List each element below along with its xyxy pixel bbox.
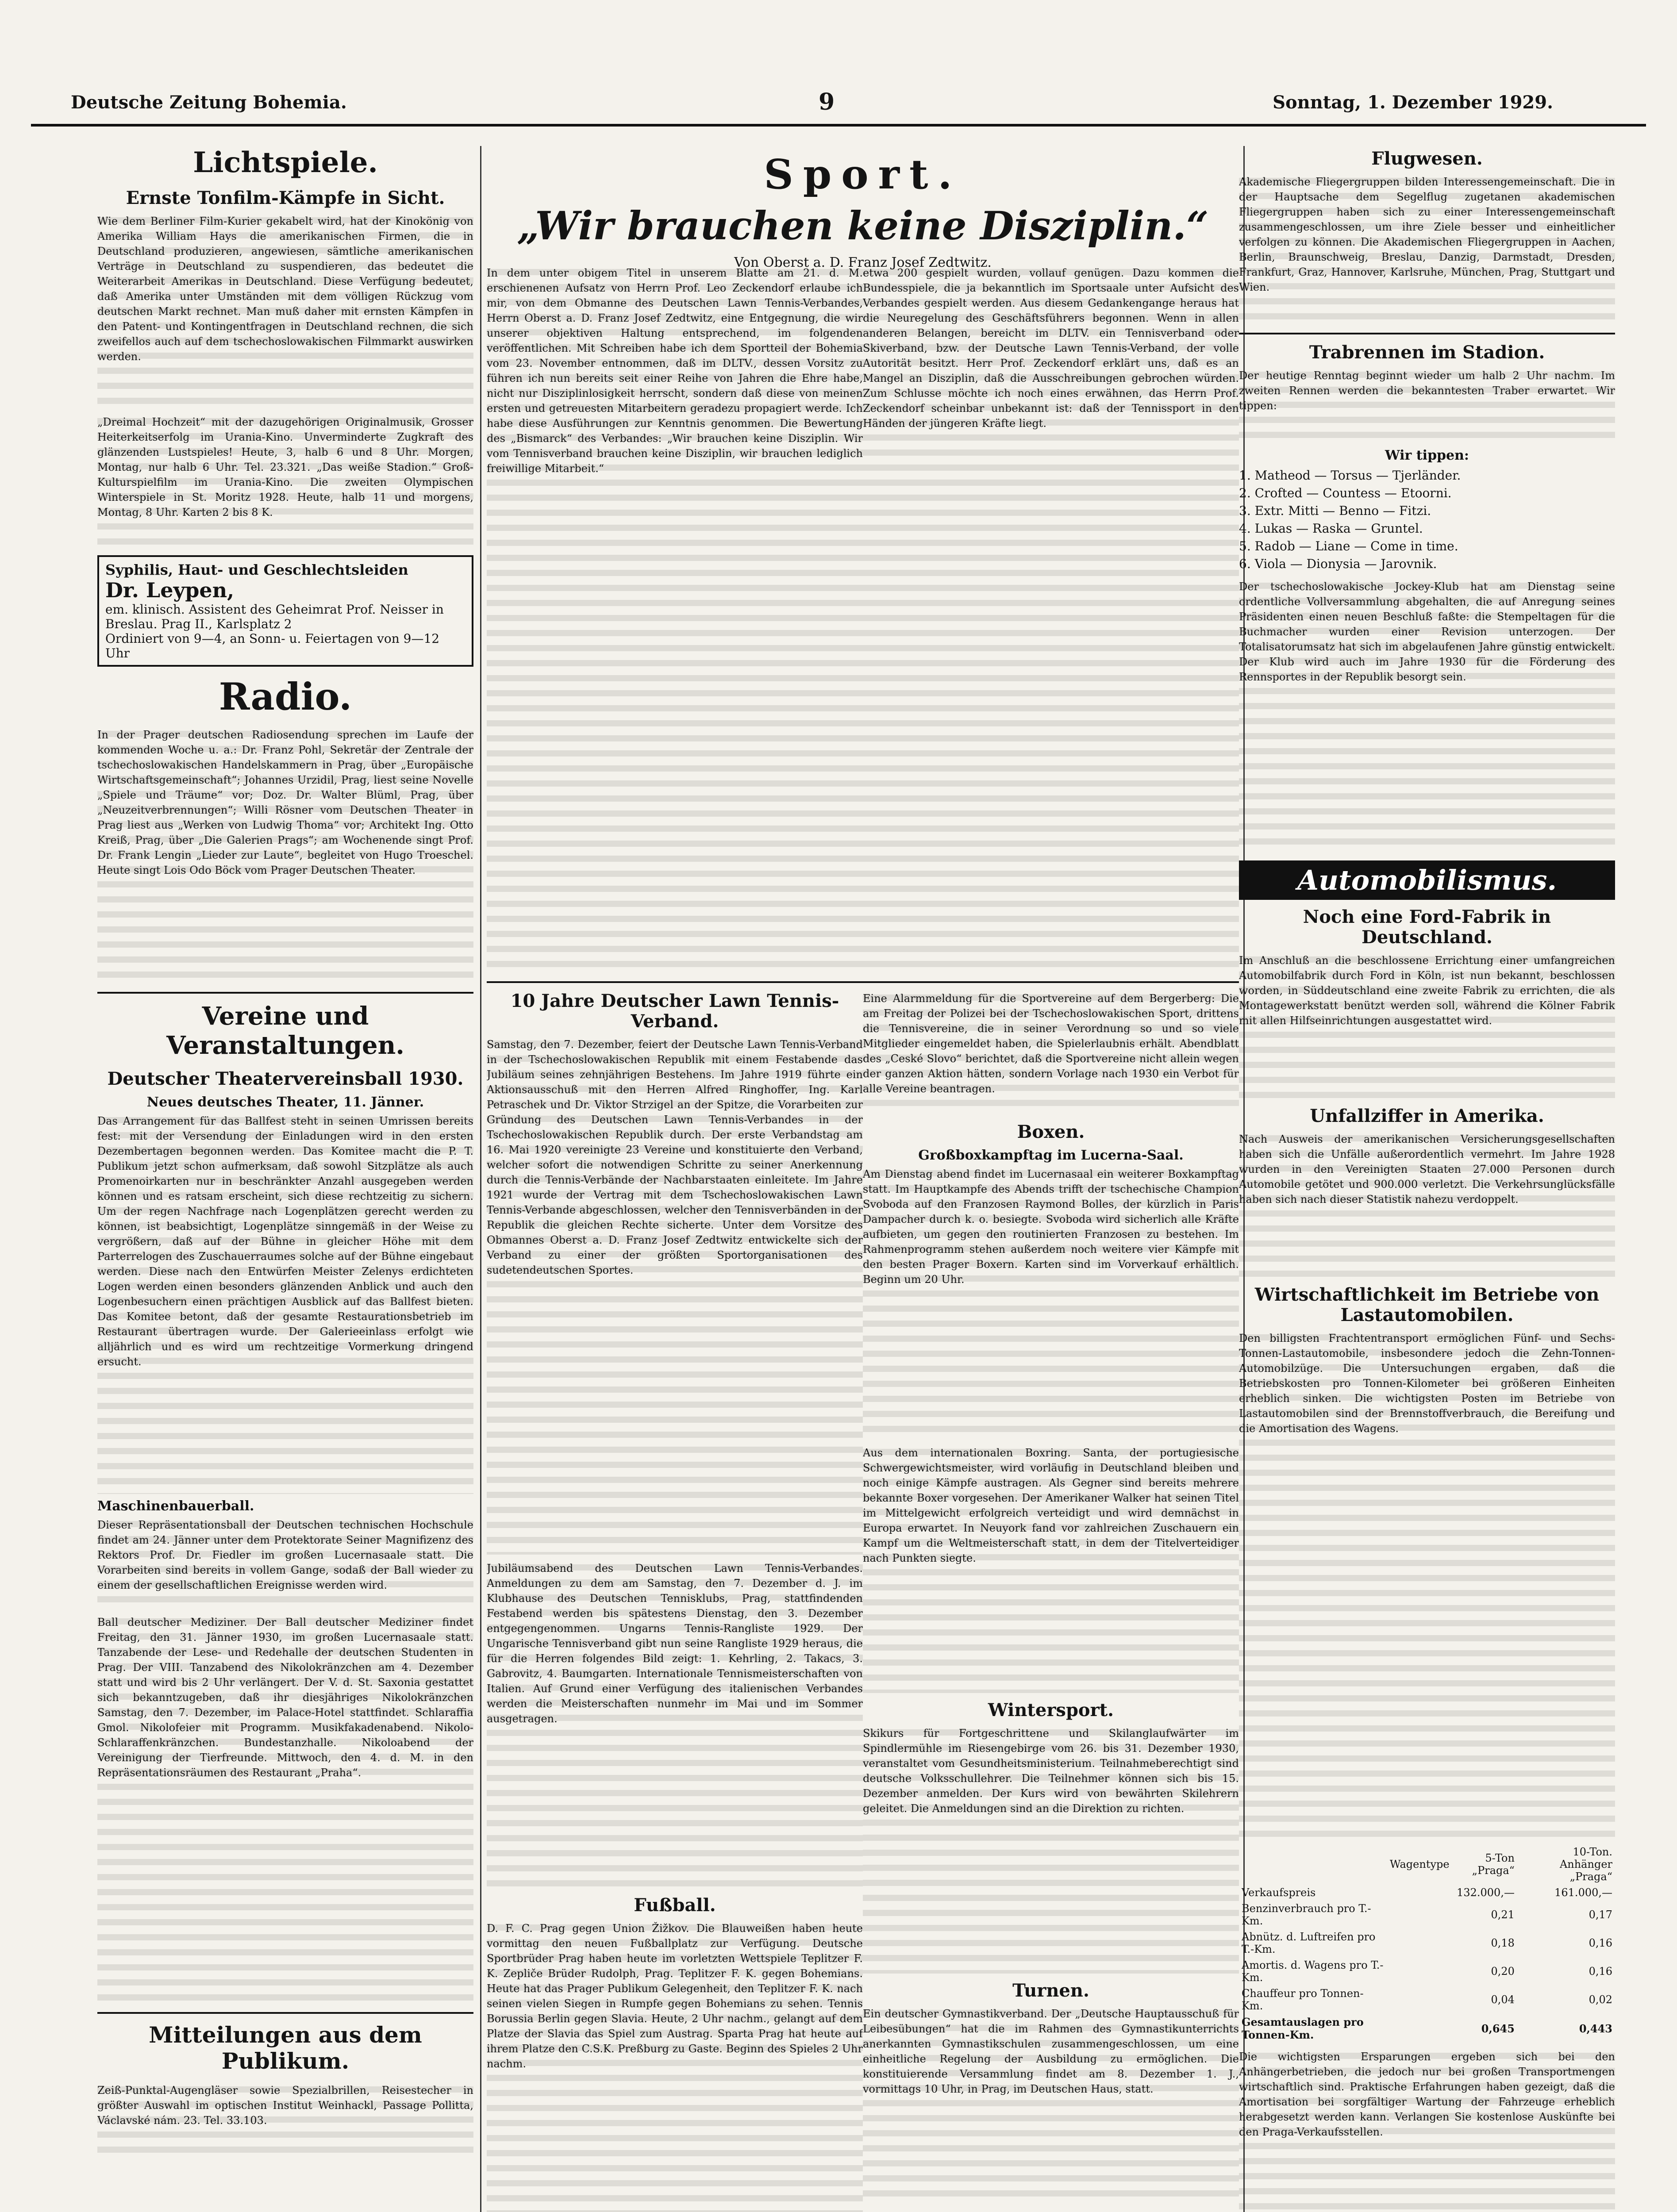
table-cell: Amortis. d. Wagens pro T.-Km. [1242, 1959, 1384, 1984]
article-byline: Von Oberst a. D. Franz Josef Zedtwitz. [734, 255, 992, 270]
table-row [1239, 1885, 1615, 1901]
table-cell: Benzinverbrauch pro T.-Km. [1242, 1902, 1371, 1927]
table-cell [1387, 1985, 1452, 2014]
table-cell [1387, 1901, 1452, 1929]
table-cell [1387, 1929, 1452, 1957]
article-body-wintersport: Skikurs für Fortgeschrittene und Skilanglaufwärter im Spindlermühle im Riesengebirge vom 26. bis 31. Dezember 1930, veranstaltet vom Gesundheitsministerium. Teilnahmeberechtigt sind deutsche Volksschullehrer. Die Teilnehmer können sich bis 15. Dezember anmelden. Der Kurs wird von bewährten Skilehrern geleitet. Die Anmeldungen sind an die Direktion zu richten. [863, 1726, 1239, 1974]
page-number: 9 [819, 88, 835, 115]
masthead [31, 88, 1646, 127]
table-row [1239, 1957, 1615, 1985]
article-body-turnen: Ein deutscher Gymnastikverband. Der „Deutsche Hauptausschuß für Leibesübungen“ hat die im Rahmen des Gymnastikunterrichts anerkannten Gymnastikschulen zusammengeschlossen, um eine einheitliche Regelung der Ausbildung zu ermöglichen. Die konstituierende Versammlung findet am 8. Dezember 1. J., vormittags 10 Uhr, in Prag, im Deutschen Haus, statt. [863, 2006, 1239, 2201]
issue-date: Sonntag, 1. Dezember 1929. [1273, 92, 1553, 113]
column-aviation-auto [1239, 142, 1615, 2212]
table-cell: 0,04 [1491, 1993, 1515, 2006]
article-headline-lawn-tennis: 10 Jahre Deutscher Lawn Tennis-Verband. [510, 991, 839, 1032]
race-tips-list [1239, 467, 1615, 573]
table-cell: Gesamtauslagen pro Tonnen-Km. [1242, 2016, 1364, 2041]
section-title-lichtspiele: Lichtspiele. [193, 146, 378, 179]
article-headline-theaterball: Deutscher Theatervereinsball 1930. [107, 1068, 464, 1089]
article-body-fussball: D. F. C. Prag gegen Union Žižkov. Die Blauweißen haben heute vormittag den neuen Fußballplatz zur Verfügung. Deutsche Sportbrüder Prag haben heute im vorletzten Wettspiele Teplitzer F. K. Zepliče Brüder Rudolph, Prag. Teplitzer F. K. gegen Bohemians. Heute hat das Prager Publikum Gelegenheit, den Teplitzer F. K. nach seinen vielen Siegen in Rumpfe gegen Bohemians zu sehen. Tennis Borussia Berlin gegen Slavia. Heute, 2 Uhr nachm., gelangt auf dem Platze der Slavia das Spiel zum Austrag. Sparta Prag hat heute auf ihrem Platze den C.S.K. Preßburg zu Gaste. Beginn des Spieles 2 Uhr nachm. [487, 1921, 863, 2212]
cost-table [1239, 1844, 1615, 2043]
divider [97, 2012, 473, 2014]
section-title-vereine: Vereine und Veranstaltungen. [166, 1002, 404, 1060]
section-title-fussball: Fußball. [634, 1895, 716, 1916]
table-header-cell: Wagentype [1389, 1858, 1450, 1870]
table-cell: 0,443 [1579, 2022, 1612, 2035]
article-body-disziplin-right: etwa 200 gespielt wurden, vollauf genügen. Dazu kommen die Bundesspiele, die ja bekanntlich im Sportsaale unter Aufsicht des Verbandes gespielt werden. Aus diesem Gedankengange heraus hat die Neuregelung des Geschäftsführers begonnen. Wenn in allen anderen Belangen, bereicht im DLTV. ein Tennisverband oder Skiverband, bzw. der Deutsche Lawn Tennis-Verband, der volle Autorität besitzt. Herr Prof. Zeckendorf erklärt uns, daß es an Mangel an Disziplin, daß die Ausschreibungen gebrochen würden. Zum Schlusse möchte ich noch eines erwähnen, das Herrn Prof. Zeckendorf scheinbar unbekannt ist: daß der Tennissport in den Händen der jüngeren Kräfte liegt. [863, 265, 1239, 973]
race-tip: 3. Extr. Mitti — Benno — Fitzi. [1239, 503, 1431, 518]
ad-doctor-name: Dr. Leypen, [105, 578, 235, 602]
divider [1239, 333, 1615, 334]
ad-address: em. klinisch. Assistent des Geheimrat Prof. Neisser in Breslau. Prag II., Karlsplatz 2 [105, 602, 444, 631]
table-header-cell: 10-Ton. Anhänger „Praga“ [1559, 1846, 1612, 1883]
tennis-notices: Jubiläumsabend des Deutschen Lawn Tennis-Verbandes. Anmeldungen zu dem am Samstag, den 7. Dezember d. J. im Klubhause des Deutschen Tennisklubs, Prag, stattfindenden Festabend werden bis spätestens Dienstag, den 3. Dezember entgegengenommen. Ungarns Tennis-Rangliste 1929. Der Ungarische Tennisverband gibt nun seine Rangliste 1929 heraus, die für die Herren folgendes Bild zeigt: 1. Kehrling, 2. Takacs, 3. Gabrovitz, 4. Baumgarten. Internationale Tennismeisterschaften von Italien. Auf Grund einer Verfügung des italienischen Verbandes werden die Meisterschaften nunmehr im Mai und im Sommer ausgetragen. [487, 1561, 863, 1888]
article-headline-ford: Noch eine Ford-Fabrik in Deutschland. [1303, 906, 1551, 948]
article-body-disziplin-left: In dem unter obigem Titel in unserem Blatte am 21. d. M. erschienenen Aufsatz von Herrn Prof. Leo Zeckendorf erlaube ich mir, von dem Obmanne des Deutschen Lawn Tennis-Verbandes, Herrn Oberst a. D. Franz Josef Zedtwitz, eine Entgegnung, die wir unserer objektiven Haltung entsprechend, im folgenden veröffentlichen. Mit Schreiben habe ich dem Sportteil der Bohemia vom 23. November entnommen, daß im DLTV., dessen Vorsitz zu führen ich nun bereits seit einer Reihe von Jahren die Ehre habe, nicht nur Disziplinlosigkeit herrscht, sondern daß diese von meinen ersten und getreuesten Mitarbeitern geradezu propagiert werde. Ich habe diese Ausführungen zur Kenntnis genommen. Die Bewertung des „Bismarck“ des Verbandes: „Wir brauchen keine Disziplin. Wir vom Tennisverband brauchen keine Disziplin, wir brauchen lediglich freiwillige Mitarbeit.“ [487, 265, 863, 973]
article-headline-lastautomobile: Wirtschaftlichkeit im Betriebe von Lastautomobilen. [1254, 1284, 1600, 1325]
advertisement-optician: Zeiß-Punktal-Augengläser sowie Spezialbrillen, Reisestecher in größter Auswahl im optischen Institut Weinhackl, Passage Pollitta, Václavské nám. 23. Tel. 33.103. [97, 2083, 473, 2158]
table-cell: 0,16 [1589, 1965, 1612, 1978]
article-body-jockey-club: Der tschechoslowakische Jockey-Klub hat am Dienstag seine ordentliche Vollversammlung abgehalten, die auf Anregung seines Präsidenten einen neuen Beschluß faßte: die Stempeltagen für die Buchmacher wurden einer Revision unterzogen. Der Totalisatorumsatz hat sich im abgelaufenen Jahre günstig entwickelt. Der Klub wird auch im Jahre 1930 für die Förderung des Rennsportes in der Republik besorgt sein. [1239, 579, 1615, 853]
article-body-theaterball: Das Arrangement für das Ballfest steht in seinen Umrissen bereits fest: mit der Versendung der Einladungen wird in den ersten Dezembertagen begonnen werden. Das Komitee macht die P. T. Publikum jetzt schon aufmerksam, daß sowohl Sitzplätze als auch Promenoirkarten nur in beschränkter Anzahl ausgegeben werden können und es ratsam erscheint, sich diese rechtzeitig zu sichern. Um der regen Nachfrage nach Logenplätzen gerecht werden zu können, ist beabsichtigt, Logenplätze sinngemäß in der Weise zu vergrößern, daß auf der Bühne in gleicher Höhe mit dem Parterrelogen des Zuschauerraumes solche auf der Bühne eingebaut werden. Diese nach den Entwürfen Meister Zelenys erdichteten Logen werden einen besonders glänzenden Anblick und auch den Logenbesuchern einen prächtigen Ausblick auf das Ballfest bieten. Das Komitee betont, daß der gesamte Restaurationsbetrieb im Restaurant übertragen wurde. Der Galerieeinlass erfolgt wie alljährlich und es wird um rechtzeitige Vormerkung dringend ersucht. [97, 1114, 473, 1494]
section-title-radio: Radio. [219, 675, 352, 718]
ad-specialty: Syphilis, Haut- und Geschlechtsleiden [105, 561, 408, 578]
article-body-unfallziffer: Nach Ausweis der amerikanischen Versicherungsgesellschaften haben sich die Unfälle außerordentlich vermehrt. Im Jahre 1928 wurden in den Vereinigten Staaten 27.000 Personen durch Automobile getötet und 900.000 verletzt. Die Verkehrsunglücksfälle haben sich nach dieser Statistik nahezu verdoppelt. [1239, 1132, 1615, 1278]
table-cell: 132.000,— [1457, 1886, 1515, 1899]
table-cell: 0,17 [1589, 1909, 1612, 1921]
section-title-wintersport: Wintersport. [988, 1700, 1114, 1720]
table-row [1239, 1929, 1615, 1957]
table-cell: Verkaufspreis [1242, 1886, 1316, 1899]
table-cell [1387, 2014, 1452, 2043]
article-headline-trabrennen: Trabrennen im Stadion. [1309, 342, 1545, 363]
article-headline-disziplin: „Wir brauchen keine Disziplin.“ [517, 203, 1209, 249]
article-body-lastautomobile: Den billigsten Frachtentransport ermöglichen Fünf- und Sechs-Tonnen-Lastautomobile, insbesondere jedoch die Zehn-Tonnen-Automobilzüge. Die Untersuchungen ergaben, daß die Betriebskosten pro Tonnen-Kilometer bei größeren Einheiten erheblich sinken. Die wichtigsten Posten im Betriebe von Lastautomobilen sind der Brennstoffverbrauch, die Bereifung und die Amortisation des Wagens. [1239, 1331, 1615, 1844]
table-cell [1387, 1957, 1452, 1985]
divider [97, 992, 473, 994]
column-sport-left [487, 265, 863, 2212]
table-cell: Abnütz. d. Luftreifen pro T.-Km. [1242, 1931, 1376, 1955]
table-cell: 0,21 [1491, 1909, 1515, 1921]
article-body-lawn-tennis: Samstag, den 7. Dezember, feiert der Deutsche Lawn Tennis-Verband in der Tschechoslowakischen Republik mit einem Festabende das Jubiläum seines zehnjährigen Bestehens. Im Jahre 1919 führte ein Aktionsausschuß mit den Herren Alfred Ringhoffer, Ing. Karl Petraschek und Dr. Viktor Strzigel an der Spitze, die Vorarbeiten zur Gründung des Deutschen Lawn Tennis-Verbandes in der Tschechoslowakischen Republik durch. Der erste Verbandstag am 16. Mai 1920 vereinigte 23 Vereine und konstituierte den Verband, welcher sofort die notwendigen Schritte zu seiner Anerkennung durch die Tennis-Verbände der Nachbarstaaten einleitete. Im Jahre 1921 wurde der Vertrag mit dem Tschechoslowakischen Lawn Tennis-Verbande abgeschlossen, welcher den Tennisverbänden in der Republik die gleichen Rechte sicherte. Unter dem Vorsitze des Obmannes Oberst a. D. Franz Josef Zedtwitz entwickelte sich der Verband zu einer der größten Sportorganisationen des sudetendeutschen Sportes. [487, 1037, 863, 1555]
article-subheadline-theaterball: Neues deutsches Theater, 11. Jänner. [146, 1094, 424, 1110]
race-tip: 5. Radob — Liane — Come in time. [1239, 539, 1458, 553]
table-header-cell: 5-Ton „Praga“ [1472, 1852, 1515, 1877]
section-title-turnen: Turnen. [1012, 1980, 1089, 2001]
table-cell: 0,20 [1491, 1965, 1515, 1978]
article-body-ford: Im Anschluß an die beschlossene Errichtung einer umfangreichen Automobilfabrik durch Ford in Köln, ist nun bekannt, beschlossen worden, in Süddeutschland eine zweite Fabrik zu errichten, die als Montagewerkstatt benützt werden soll, während die Kölner Fabrik mit allen Hilfseinrichtungen ausgestattet wird. [1239, 953, 1615, 1099]
article-body-tonfilm: Wie dem Berliner Film-Kurier gekabelt wird, hat der Kinokönig von Amerika William Hays die amerikanischen Firmen, die in Deutschland produzieren, angewiesen, sämtliche amerikanischen Verträge in Deutschland zu suspendieren, das bedeutet die Weiterarbeit Amerikas in Deutschland. Diese Verfügung bedeutet, daß Amerika unter Umständen mit dem völligen Rückzug vom deutschen Markt rechnet. Man muß daher mit ernsten Kämpfen in den Patent- und Kontingentfragen in Deutschland rechnen, die sich zweifellos auch auf dem tschechoslowakischen Filmmarkt auswirken werden. [97, 214, 473, 408]
table-cell: 0,02 [1589, 1993, 1612, 2006]
section-title-mitteilungen: Mitteilungen aus dem Publikum. [149, 2022, 422, 2074]
table-row [1239, 1985, 1615, 2014]
article-headline-maschinenbauerball: Maschinenbauerball. [97, 1498, 254, 1514]
race-tips-heading: Wir tippen: [1385, 448, 1469, 463]
advertisement-doctor [97, 555, 473, 667]
divider [487, 981, 863, 983]
table-row-total [1239, 2014, 1615, 2043]
newspaper-page [31, 18, 1646, 2212]
ad-hours: Ordiniert von 9—4, an Sonn- u. Feiertagen von 9—12 Uhr [105, 631, 440, 661]
newspaper-name: Deutsche Zeitung Bohemia. [71, 92, 347, 113]
table-cell: Chauffeur pro Tonnen-Km. [1242, 1987, 1364, 2012]
article-headline-unfallziffer: Unfallziffer in Amerika. [1310, 1106, 1544, 1126]
race-tip: 2. Crofted — Countess — Etoorni. [1239, 486, 1452, 500]
article-body-closing: Die wichtigsten Ersparungen ergeben sich bei den Anhängerbetrieben, die jedoch nur bei großen Transportmengen wirtschaftlich sind. Praktische Erfahrungen haben gezeigt, daß die Amortisation bei sorgfältiger Wartung der Fahrzeuge erheblich herabgesetzt werden kann. Verlangen Sie kostenlose Auskünfte bei den Praga-Verkaufsstellen. [1239, 2049, 1615, 2212]
article-body-boxring: Aus dem internationalen Boxring. Santa, der portugiesische Schwergewichtsmeister, wird vorläufig in Deutschland bleiben und noch einige Kämpfe austragen. Als Gegner sind bereits mehrere bekannte Boxer vorgesehen. Der Amerikaner Walker hat seinen Titel im Mittelgewicht erfolgreich verteidigt und wird demnächst in Europa erwartet. In Neuyork fand vor zahlreichen Zuschauern ein Kampf um die Weltmeisterschaft statt, in dem der Titelverteidiger nach Punkten siegte. [863, 1445, 1239, 1693]
section-title-boxen: Boxen. [1017, 1121, 1085, 1142]
table-cell: 161.000,— [1554, 1886, 1612, 1899]
column-entertainment [97, 142, 473, 2212]
sport-header [487, 150, 1239, 270]
race-tip: 6. Viola — Dionysia — Jarovnik. [1239, 557, 1437, 571]
table-cell: 0,645 [1481, 2022, 1515, 2035]
divider [863, 981, 1239, 983]
article-headline-tonfilm: Ernste Tonfilm-Kämpfe in Sicht. [126, 188, 445, 208]
article-body-flugwesen: Akademische Fliegergruppen bilden Interessengemeinschaft. Die in der Hauptsache dem Segelflug zugetanen akademischen Fliegergruppen haben sich zu einer Interessengemeinschaft zusammengeschlossen, um ihre Ziele besser und einheitlicher verfolgen zu können. Die Akademischen Fliegergruppen in Aachen, Berlin, Braunschweig, Breslau, Danzig, Darmstadt, Dresden, Frankfurt, Graz, Hannover, Karlsruhe, München, Prag, Stuttgart und Wien. [1239, 174, 1615, 325]
section-title-flugwesen: Flugwesen. [1371, 148, 1483, 169]
article-body-trabrennen: Der heutige Renntag beginnt wieder um halb 2 Uhr nachm. Im zweiten Rennen werden die bekanntesten Traber erwartet. Wir tippen: [1239, 368, 1615, 443]
article-body-radio: In der Prager deutschen Radiosendung sprechen im Laufe der kommenden Woche u. a.: Dr. Franz Pohl, Sekretär der Zentrale der tschechoslowakischen Handelskammern in Prag, über „Europäische Wirtschaftsgemeinschaft“; Johannes Urzidil, Prag, liest seine Novelle „Spiele und Träume“ vor; Doz. Dr. Walter Blüml, Prag, über „Neuzeitverbrennungen“; Willi Rösner vom Deutschen Theater in Prag liest aus „Werken von Ludwig Thoma“ vor; Architekt Ing. Otto Kreiß, Prag, über „Die Galerien Prags“; am Wochenende singt Prof. Dr. Frank Lengin „Lieder zur Laute“, begleitet von Hugo Troeschel. Heute singt Lois Odo Böck vom Prager Deutschen Theater. [97, 727, 473, 984]
article-body-maschinenbauerball: Dieser Repräsentationsball der Deutschen technischen Hochschule findet am 24. Jänner unter dem Protektorate Seiner Magnifizenz des Rektors Prof. Dr. Fiedler im großen Lucernasaale statt. Die Vorarbeiten sind bereits in vollem Gange, sodaß der Ball wieder zu einem der gesellschaftlichen Ereignisse werden wird. [97, 1517, 473, 1610]
section-title-sport: Sport. [764, 150, 962, 198]
cinema-notice: „Dreimal Hochzeit“ mit der dazugehörigen Originalmusik, Grosser Heiterkeitserfolg im Urania-Kino. Unverminderte Zugkraft des glänzenden Lustspieles! Heute, 3, halb 6 und 8 Uhr. Morgen, Montag, nur halb 6 Uhr. Tel. 23.321. „Das weiße Stadion.“ Groß-Kulturspielfilm im Urania-Kino. Die zweiten Olympischen Winterspiele in St. Moritz 1928. Heute, halb 11 und morgens, Montag, 8 Uhr. Karten 2 bis 8 K. [97, 415, 473, 547]
event-notices: Ball deutscher Mediziner. Der Ball deutscher Mediziner findet Freitag, den 31. Jänner 1930, im großen Lucernasaale statt. Tanzabende der Lese- und Redehalle der deutschen Studenten in Prag. Der VIII. Tanzabend des Nikolokränzchen am 4. Dezember statt und wird bis 2 Uhr verlängert. Der V. d. St. Saxonia gestattet sich bekanntzugeben, daß ihr diesjähriges Nikolokränzchen Samstag, den 7. Dezember, im Palace-Hotel stattfindet. Schlaraffia Gmol. Nikolofeier mit Programm. Musikfakadenabend. Nikolo-Schlaraffenkränzchen. Bundestanzhalle. Nikoloabend der Vereinigung der Tierfreunde. Mittwoch, den 4. d. M. in den Repräsentationsräumen des Restaurant „Praha“. [97, 1615, 473, 2004]
race-tip: 1. Matheod — Torsus — Tjerländer. [1239, 468, 1461, 483]
table-header-cell [1239, 1844, 1387, 1885]
table-header-row [1239, 1844, 1615, 1885]
race-tip: 4. Lukas — Raska — Gruntel. [1239, 521, 1423, 536]
table-cell: 0,16 [1589, 1937, 1612, 1949]
article-body-boxkampf: Am Dienstag abend findet im Lucernasaal ein weiterer Boxkampftag statt. Im Hauptkampfe des Abends trifft der tschechische Champion Svoboda auf den Franzosen Raymond Bolles, der kürzlich in Paris Dampacher durch k. o. besiegte. Svoboda wird sicherlich alle Kräfte aufbieten, um gegen den routinierten Franzosen zu bestehen. Im Rahmenprogramm stehen außerdem noch weitere vier Kämpfe mit den besten Prager Boxern. Karten sind im Vorverkauf erhältlich. Beginn um 20 Uhr. [863, 1167, 1239, 1441]
article-body-alarm: Eine Alarmmeldung für die Sportvereine auf dem Bergerberg: Die am Freitag der Polizei bei der Tschechoslowakischen Sport, drittens die Tennisvereine, die in seiner Verordnung so und so viele Mitglieder eingemeldet haben, die Spielerlaubnis erhält. Abendblatt des „Ceské Slovo“ berichtet, daß die Sportvereine nicht allein wegen der ganzen Aktion hätten, sondern Vorlage nach 1930 ein Verbot für alle Vereine beantragen. [863, 991, 1239, 1115]
article-headline-boxkampf: Großboxkampftag im Lucerna-Saal. [918, 1148, 1184, 1163]
column-divider [480, 146, 481, 2212]
column-sport-right [863, 265, 1239, 2212]
section-title-automobilismus: Automobilismus. [1239, 860, 1615, 900]
table-cell: 0,18 [1491, 1937, 1515, 1949]
table-row [1239, 1901, 1615, 1929]
table-cell [1387, 1885, 1452, 1901]
